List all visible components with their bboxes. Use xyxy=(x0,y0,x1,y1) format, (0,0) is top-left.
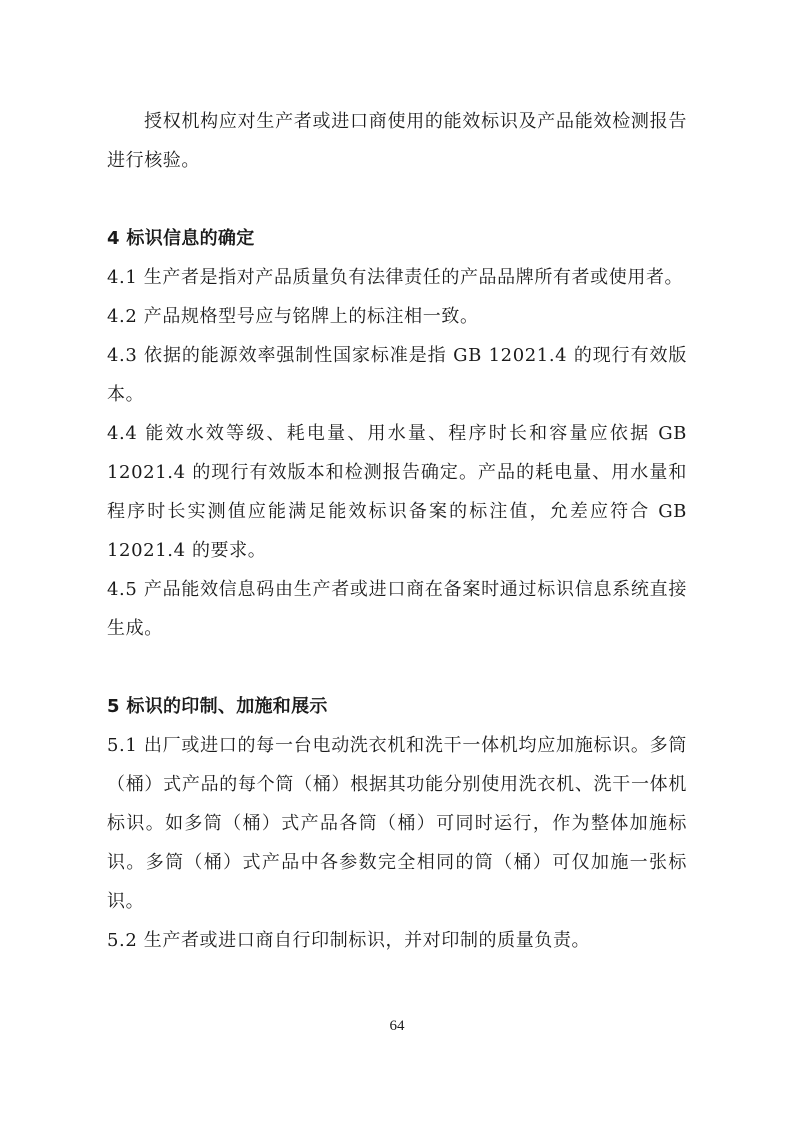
section-5-heading: 5 标识的印制、加施和展示 xyxy=(107,696,328,717)
clause-5-2: 5.2 生产者或进口商自行印制标识，并对印制的质量负责。 xyxy=(107,930,591,951)
clause-4-2: 4.2 产品规格型号应与铭牌上的标注相一致。 xyxy=(107,306,479,327)
clause-5-1: 5.1 出厂或进口的每一台电动洗衣机和洗干一体机均应加施标识。多筒（桶）式产品的每个筒（桶）根据其功能分别使用洗衣机、洗干一体机标识。如多筒（桶）式产品各筒（桶）可同时运行，作为整体加施标识。多筒（桶）式产品中各参数完全相同的筒（桶）可仅加施一张标识。 xyxy=(107,735,687,912)
clause-4-4: 4.4 能效水效等级、耗电量、用水量、程序时长和容量应依据 GB 12021.4 的现行有效版本和检测报告确定。产品的耗电量、用水量和程序时长实测值应能满足能效标识备案的标注值，允差应符合 GB 12021.4 的要求。 xyxy=(107,423,687,561)
intro-paragraph: 授权机构应对生产者或进口商使用的能效标识及产品能效检测报告进行核验。 xyxy=(107,111,687,171)
clause-4-3: 4.3 依据的能源效率强制性国家标准是指 GB 12021.4 的现行有效版本。 xyxy=(107,345,687,405)
clause-4-5: 4.5 产品能效信息码由生产者或进口商在备案时通过标识信息系统直接生成。 xyxy=(107,579,687,639)
spacer xyxy=(107,648,687,687)
spacer xyxy=(107,180,687,219)
document-body xyxy=(107,102,687,960)
clause-4-1: 4.1 生产者是指对产品质量负有法律责任的产品品牌所有者或使用者。 xyxy=(107,267,684,288)
section-4-heading: 4 标识信息的确定 xyxy=(107,228,255,249)
page-number: 64 xyxy=(389,1018,405,1034)
